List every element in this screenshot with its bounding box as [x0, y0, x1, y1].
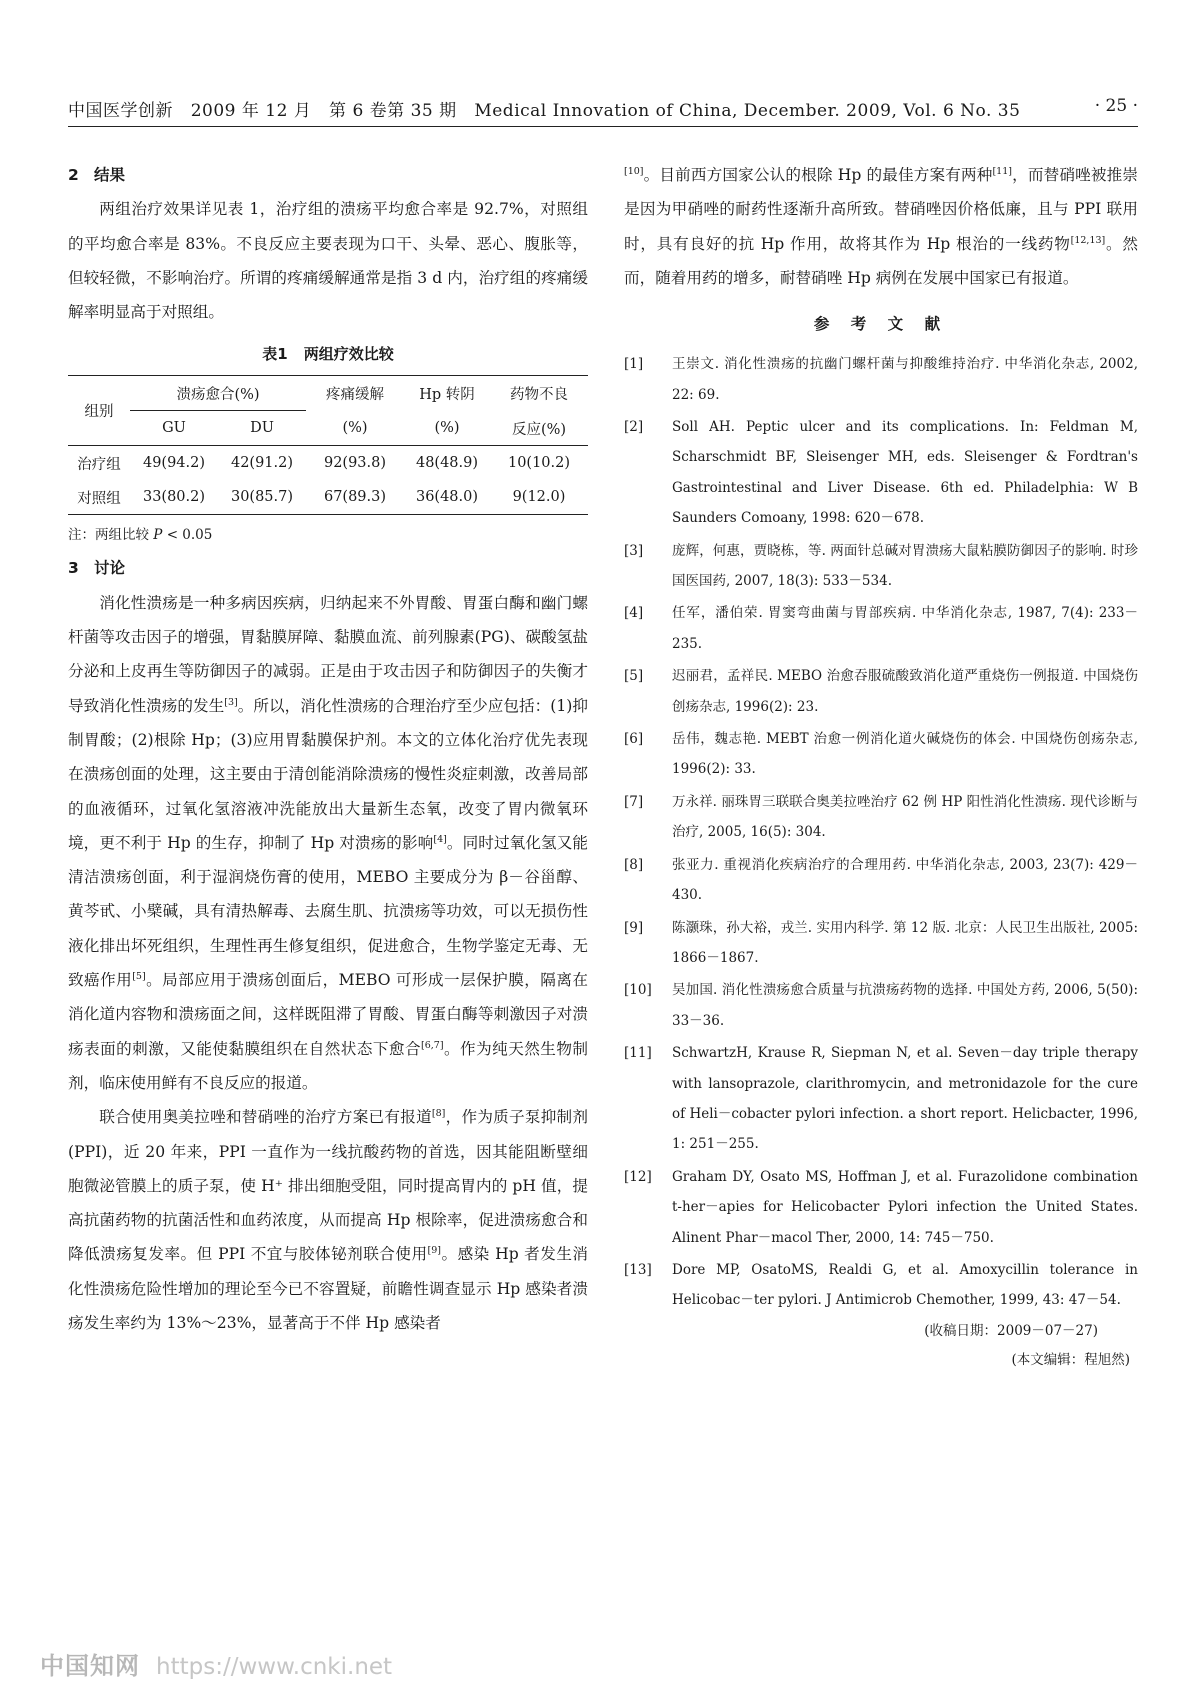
cnki-url: https://www.cnki.net	[156, 1654, 393, 1680]
references-heading: 参 考 文 献	[813, 315, 949, 334]
citation: [8]	[431, 1108, 446, 1120]
row-group: 对照组	[68, 480, 130, 515]
row-hp: 36(48.0)	[404, 480, 490, 515]
results-heading: 2 结果	[68, 166, 126, 184]
discussion-paragraph-1: 消化性溃疡是一种多病因疾病，归纳起来不外胃酸、胃蛋白酶和幽门螺杆菌等攻击因子的增强，胃黏膜屏障、黏膜血流、前列腺素(PG)、碳酸氢盐分泌和上皮再生等防御因子的减弱。正是由于攻击因子和防御因子的失衡才导致消化性溃疡的发生[3]。所以，消化性溃疡的合理治疗至少应包括：(1)抑制胃酸；(2)根除 Hp；(3)应用胃黏膜保护剂。本文的立体化治疗优先表现在溃疡创面的处理，这主要由于清创能消除溃疡的慢性炎症刺激，改善局部的血液循环，过氧化氢溶液冲洗能放出大量新生态氧，改变了胃内微氧环境，更不利于 Hp 的生存，抑制了 Hp 对溃疡的影响[4]。同时过氧化氢又能清洁溃疡创面，利于湿润烧伤膏的使用，MEBO 主要成分为 β－谷甾醇、黄芩甙、小檗碱，具有清热解毒、去腐生肌、抗溃疡等功效，可以无损伤性液化排出坏死组织，生理性再生修复组织，促进愈合，生物学鉴定无毒、无致癌作用[5]。局部应用于溃疡创面后，MEBO 可形成一层保护膜，隔离在消化道内容物和溃疡面之间，这样既阻滞了胃酸、胃蛋白酶等刺激因子对溃疡表面的刺激，又能使黏膜组织在自然状态下愈合[6,7]。作为纯天然生物制剂，临床使用鲜有不良反应的报道。	[68, 593, 588, 1092]
pain-header: 疼痛缓解	[306, 376, 404, 411]
row-du: 42(91.2)	[218, 446, 306, 481]
citation: [10]	[624, 165, 644, 177]
row-adverse: 9(12.0)	[490, 480, 588, 515]
healing-header: 溃疡愈合(%)	[130, 376, 306, 411]
reference-item: [2] Soll AH. Peptic ulcer and its complications. In: Feldman M, Scharschmidt BF, Sleisenger MH, eds. Sleisenger & Fordtran's Gastrointestinal and Liver Disease. 6th ed. Philadelphia: W B Saunders Comoany, 1998: 620－678.	[624, 419, 1138, 527]
table-subheader-row	[68, 411, 588, 446]
efficacy-table	[68, 375, 588, 515]
results-paragraph: 两组治疗效果详见表 1，治疗组的溃疡平均愈合率是 92.7%，对照组的平均愈合率是 83%。不良反应主要表现为口干、头晕、恶心、腹胀等，但较轻微，不影响治疗。所谓的疼痛缓解通常是指 3 d 内，治疗组的疼痛缓解率明显高于对照组。	[68, 200, 588, 322]
discussion-continued-left: 。感染 Hp 者发生消化性溃疡危险性增加的理论至今已不容置疑，前瞻性调查显示 Hp 感染者溃疡发生率约为 13%～23%，显著高于不伴 Hp 感染者	[68, 1245, 589, 1333]
running-header	[68, 96, 1138, 126]
adverse-header: 药物不良	[490, 376, 588, 411]
issue-date-cn: 2009 年 12 月	[190, 101, 312, 121]
reference-item: [3] 庞辉，何惠，贾晓栋，等. 两面针总碱对胃溃疡大鼠粘膜防御因子的影响. 时珍国医国药, 2007, 18(3): 533－534.	[624, 542, 1138, 590]
citation: [4]	[433, 833, 447, 845]
du-header: DU	[250, 420, 274, 437]
discussion-paragraph-2: 联合使用奥美拉唑和替硝唑的治疗方案已有报道[8]，作为质子泵抑制剂(PPI)，近 20 年来，PPI 一直作为一线抗酸药物的首选，因其能阻断壁细胞微泌管膜上的质子泵，使 H⁺ 排出细胞受阻，同时提高胃内的 pH 值，提高抗菌药物的抗菌活性和血药浓度，从而提高 Hp 根除率，促进溃疡愈合和降低溃疡复发率。但 PPI 不宜与胶体铋剂联合使用[9]。感染 Hp 者发生消化性溃疡危险性增加的理论至今已不容置疑，前瞻性调查显示 Hp 感染者溃疡发生率约为 13%～23%，显著高于不伴 Hp 感染者	[68, 1108, 589, 1333]
cnki-logo: 中国知网	[40, 1652, 140, 1680]
table-title: 两组疗效比较	[303, 345, 394, 364]
reference-item: [9] 陈灏珠，孙大裕，戎兰. 实用内科学. 第 12 版. 北京：人民卫生出版社, 2005: 1866－1867.	[624, 919, 1138, 966]
adverse-unit: 反应(%)	[511, 421, 567, 438]
discussion-heading: 3 讨论	[68, 559, 126, 578]
row-pain: 67(89.3)	[306, 480, 404, 515]
reference-item: [11] SchwartzH, Krause R, Siepman N, et al. Seven－day triple therapy with lansoprazole, clarithromycin, and metronidazole for the cure of Heli－cobacter pylori infection. a short report. Helicbacter, 1996, 1: 251－255.	[624, 1045, 1138, 1153]
table-row	[68, 446, 588, 481]
gu-header: GU	[162, 420, 186, 437]
header-left	[68, 96, 1020, 121]
table-caption	[68, 335, 588, 373]
hp-unit: (%)	[434, 420, 460, 437]
row-group: 治疗组	[68, 446, 130, 481]
left-column	[68, 158, 588, 1340]
table-header-row	[68, 376, 588, 411]
hp-header: Hp 转阴	[404, 376, 490, 411]
table-row	[68, 480, 588, 515]
citation: [5]	[132, 970, 146, 982]
reference-item: [8] 张亚力. 重视消化疾病治疗的合理用药. 中华消化杂志, 2003, 23(7): 429－430.	[624, 856, 1138, 904]
editor-credit: (本文编辑：程旭然)	[1011, 1351, 1130, 1368]
reference-item: [10] 吴加国. 消化性溃疡愈合质量与抗溃疡药物的选择. 中国处方药, 2006, 5(50): 33－36.	[624, 982, 1138, 1029]
row-adverse: 10(10.2)	[490, 446, 588, 481]
table-note: 注：两组比较 P < 0.05	[68, 527, 213, 544]
reference-item: [4] 任军，潘伯荣. 胃窦弯曲菌与胃部疾病. 中华消化杂志, 1987, 7(4): 233－235.	[624, 605, 1138, 652]
citation: [9]	[427, 1245, 442, 1257]
citation: [12,13]	[1070, 234, 1106, 246]
reference-item: [13] Dore MP, OsatoMS, Realdi G, et al. Amoxycillin tolerance in Helicobac－ter pylori. J Antimicrob Chemother, 1999, 43: 47－54.	[624, 1261, 1138, 1309]
reference-item: [12] Graham DY, Osato MS, Hoffman J, et al. Furazolidone combination t-her－apies for Helicobacter Pylori infection the United States. Alinent Phar－macol Ther, 2000, 14: 745－750.	[624, 1168, 1138, 1246]
citation: [6,7]	[421, 1039, 444, 1051]
citation: [11]	[992, 165, 1012, 177]
journal-name-en: Medical Innovation of China, December. 2009, Vol. 6 No. 35	[474, 101, 1021, 121]
group-header: 组别	[68, 376, 130, 446]
citation: [3]	[224, 696, 238, 708]
journal-name-cn: 中国医学创新	[68, 101, 173, 121]
received-date: (收稿日期：2009－07－27)	[924, 1322, 1098, 1339]
volume-cn: 第 6 卷第 35 期	[329, 101, 457, 121]
row-du: 30(85.7)	[218, 480, 306, 515]
cnki-watermark	[40, 1646, 392, 1681]
row-gu: 33(80.2)	[130, 480, 218, 515]
row-gu: 49(94.2)	[130, 446, 218, 481]
table-number: 表1	[262, 345, 288, 364]
reference-item: [1] 王崇文. 消化性溃疡的抗幽门螺杆菌与抑酸维持治疗. 中华消化杂志, 2002, 22: 69.	[624, 356, 1138, 403]
header-rule	[68, 126, 1138, 127]
reference-item: [7] 万永祥. 丽珠胃三联联合奥美拉唑治疗 62 例 HP 阳性消化性溃疡. 现代诊断与治疗, 2005, 16(5): 304.	[624, 793, 1138, 841]
row-hp: 48(48.9)	[404, 446, 490, 481]
reference-item: [6] 岳伟，魏志艳. MEBT 治愈一例消化道火碱烧伤的体会. 中国烧伤创疡杂志, 1996(2): 33.	[624, 731, 1138, 778]
page-number: · 25 ·	[1094, 96, 1138, 116]
pain-unit: (%)	[342, 420, 368, 437]
row-pain: 92(93.8)	[306, 446, 404, 481]
discussion-paragraph-2-continued: [10]。目前西方国家公认的根除 Hp 的最佳方案有两种[11]，而替硝唑被推崇是因为甲硝唑的耐药性逐渐升高所致。替硝唑因价格低廉，且与 PPI 联用时，具有良好的抗 Hp 作用，故将其作为 Hp 根治的一线药物[12,13]。然而，随着用药的增多，耐替硝唑 Hp 病例在发展中国家已有报道。	[624, 165, 1138, 287]
right-column	[624, 158, 1138, 1375]
reference-item: [5] 迟丽君，孟祥民. MEBO 治愈吞服硫酸致消化道严重烧伤一例报道. 中国烧伤创疡杂志, 1996(2): 23.	[624, 668, 1138, 715]
